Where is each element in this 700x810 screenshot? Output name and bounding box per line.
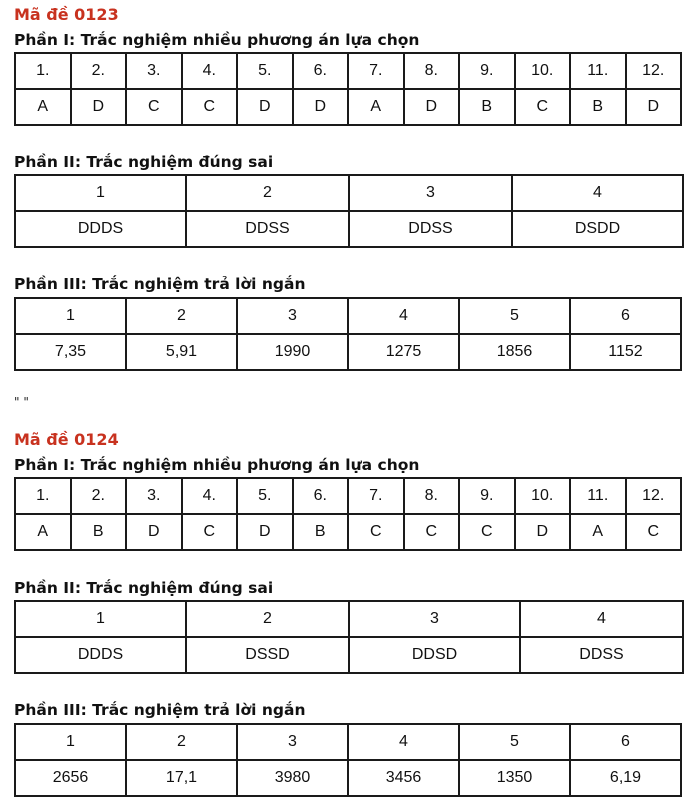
- table-cell: DDSS: [186, 211, 349, 247]
- table-cell: 6: [570, 724, 681, 760]
- table-cell: 1990: [237, 334, 348, 370]
- part1-title: Phần I: Trắc nghiệm nhiều phương án lựa chọn: [14, 456, 420, 474]
- table-cell: 2: [126, 724, 237, 760]
- table-cell: 1350: [459, 760, 570, 796]
- table-cell: 4: [520, 601, 683, 637]
- table-cell: 4: [348, 298, 459, 334]
- table-row-header: [15, 53, 681, 89]
- part1-title: Phần I: Trắc nghiệm nhiều phương án lựa chọn: [14, 31, 420, 49]
- table-cell: 5.: [237, 478, 293, 514]
- table-cell: DSSD: [186, 637, 349, 673]
- table-cell: C: [459, 514, 515, 550]
- table-cell: A: [570, 514, 626, 550]
- table-cell: 3.: [126, 478, 182, 514]
- table-cell: 12.: [626, 53, 682, 89]
- table-cell: 6: [570, 298, 681, 334]
- table-cell: C: [348, 514, 404, 550]
- table-row-header: [15, 601, 683, 637]
- table-cell: 12.: [626, 478, 682, 514]
- table-cell: 2.: [71, 53, 127, 89]
- table-cell: C: [626, 514, 682, 550]
- table-cell: 7.: [348, 478, 404, 514]
- code-title: Mã đề 0123: [14, 5, 119, 24]
- code-title: Mã đề 0124: [14, 430, 119, 449]
- table-row-answers: [15, 637, 683, 673]
- table-cell: 2: [186, 175, 349, 211]
- part1-table: [14, 477, 682, 551]
- table-cell: 4.: [182, 478, 238, 514]
- table-row-answers: [15, 760, 681, 796]
- table-cell: 3.: [126, 53, 182, 89]
- part2-table: [14, 174, 684, 248]
- table-cell: DDSD: [349, 637, 520, 673]
- table-cell: 5: [459, 724, 570, 760]
- table-cell: B: [71, 514, 127, 550]
- part2-table: [14, 600, 684, 674]
- part2-title: Phần II: Trắc nghiệm đúng sai: [14, 153, 274, 171]
- table-cell: A: [15, 89, 71, 125]
- table-cell: D: [404, 89, 460, 125]
- table-cell: DDDS: [15, 211, 186, 247]
- table-row-header: [15, 175, 683, 211]
- table-cell: 2.: [71, 478, 127, 514]
- table-cell: B: [570, 89, 626, 125]
- table-cell: 1.: [15, 53, 71, 89]
- table-cell: 3: [349, 601, 520, 637]
- part3-title: Phần III: Trắc nghiệm trả lời ngắn: [14, 275, 306, 293]
- table-cell: 1.: [15, 478, 71, 514]
- table-cell: DDDS: [15, 637, 186, 673]
- table-cell: 11.: [570, 478, 626, 514]
- table-cell: 6.: [293, 478, 349, 514]
- table-cell: 1: [15, 175, 186, 211]
- table-cell: D: [237, 89, 293, 125]
- table-cell: C: [182, 514, 238, 550]
- table-cell: 6.: [293, 53, 349, 89]
- table-cell: 3: [237, 298, 348, 334]
- table-cell: 10.: [515, 478, 571, 514]
- table-cell: C: [126, 89, 182, 125]
- table-cell: A: [348, 89, 404, 125]
- table-cell: DDSS: [520, 637, 683, 673]
- table-cell: 1: [15, 298, 126, 334]
- table-cell: 1: [15, 724, 126, 760]
- separator-text: " ": [14, 395, 29, 409]
- table-cell: 7.: [348, 53, 404, 89]
- table-cell: 4: [348, 724, 459, 760]
- table-cell: 8.: [404, 53, 460, 89]
- table-cell: D: [515, 514, 571, 550]
- table-cell: B: [293, 514, 349, 550]
- table-cell: 2: [126, 298, 237, 334]
- table-cell: D: [626, 89, 682, 125]
- table-cell: 1: [15, 601, 186, 637]
- part3-table: [14, 723, 682, 797]
- part1-table: [14, 52, 682, 126]
- table-cell: 5,91: [126, 334, 237, 370]
- table-cell: D: [237, 514, 293, 550]
- table-cell: A: [15, 514, 71, 550]
- part2-title: Phần II: Trắc nghiệm đúng sai: [14, 579, 274, 597]
- table-row-header: [15, 478, 681, 514]
- table-cell: 3: [349, 175, 512, 211]
- part3-table: [14, 297, 682, 371]
- table-cell: C: [182, 89, 238, 125]
- table-cell: D: [71, 89, 127, 125]
- table-cell: 9.: [459, 478, 515, 514]
- table-cell: 10.: [515, 53, 571, 89]
- table-cell: D: [293, 89, 349, 125]
- table-cell: B: [459, 89, 515, 125]
- table-cell: 17,1: [126, 760, 237, 796]
- table-cell: D: [126, 514, 182, 550]
- table-cell: 11.: [570, 53, 626, 89]
- table-row-answers: [15, 89, 681, 125]
- table-cell: 9.: [459, 53, 515, 89]
- table-cell: C: [404, 514, 460, 550]
- table-row-header: [15, 724, 681, 760]
- table-cell: 4: [512, 175, 683, 211]
- table-cell: DSDD: [512, 211, 683, 247]
- part3-title: Phần III: Trắc nghiệm trả lời ngắn: [14, 701, 306, 719]
- table-cell: 8.: [404, 478, 460, 514]
- table-cell: 3456: [348, 760, 459, 796]
- table-row-answers: [15, 334, 681, 370]
- table-cell: 6,19: [570, 760, 681, 796]
- table-cell: 2656: [15, 760, 126, 796]
- table-cell: 1275: [348, 334, 459, 370]
- table-row-answers: [15, 211, 683, 247]
- table-cell: 5: [459, 298, 570, 334]
- table-cell: 5.: [237, 53, 293, 89]
- table-row-answers: [15, 514, 681, 550]
- table-row-header: [15, 298, 681, 334]
- table-cell: 4.: [182, 53, 238, 89]
- table-cell: 1856: [459, 334, 570, 370]
- table-cell: C: [515, 89, 571, 125]
- table-cell: 3: [237, 724, 348, 760]
- table-cell: 3980: [237, 760, 348, 796]
- table-cell: 1152: [570, 334, 681, 370]
- table-cell: DDSS: [349, 211, 512, 247]
- table-cell: 2: [186, 601, 349, 637]
- table-cell: 7,35: [15, 334, 126, 370]
